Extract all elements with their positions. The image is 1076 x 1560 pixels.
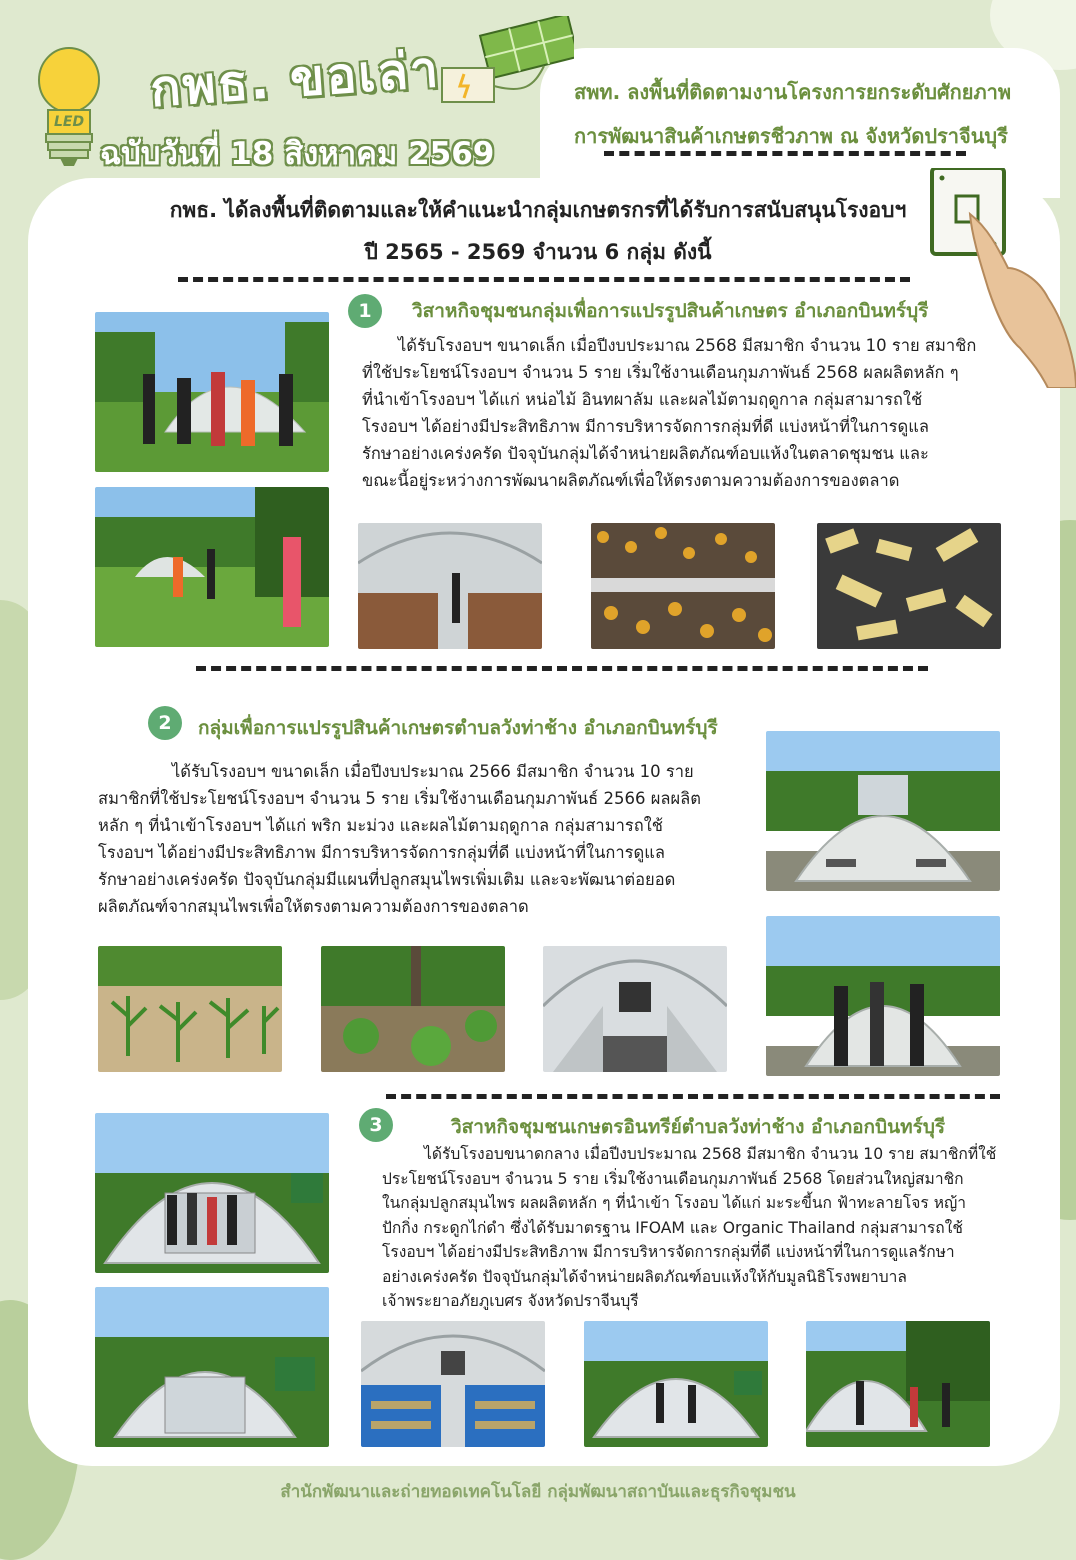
photo-medium-greenhouse-side	[95, 1287, 329, 1447]
photo-medium-greenhouse-group	[95, 1113, 329, 1273]
headline-line-1: สพท. ลงพื้นที่ติดตามงานโครงการยกระดับศักยภาพ	[574, 80, 1012, 104]
section-body	[98, 758, 701, 920]
divider	[178, 277, 910, 282]
headline-line-2: การพัฒนาสินค้าเกษตรชีวภาพ ณ จังหวัดปราจีนบุรี	[574, 124, 1008, 148]
photo-dried-dates	[591, 523, 775, 649]
body-line: ผลิตภัณฑ์จากสมุนไพรเพื่อให้ตรงตามความต้องการของตลาด	[98, 897, 529, 916]
body-line: โรงอบฯ ได้อย่างมีประสิทธิภาพ มีการบริหารจัดการกลุ่มที่ดี แบ่งหน้าที่ในการดูแล	[362, 417, 929, 436]
body-line: หลัก ๆ ที่นำเข้าโรงอบฯ ได้แก่ พริก มะม่วง และผลไม้ตามฤดูกาล กลุ่มสามารถใช้	[98, 816, 663, 835]
section-title: วิสาหกิจชุมชนเกษตรอินทรีย์ตำบลวังท่าช้าง อำเภอกบินทร์บุรี	[451, 1116, 946, 1138]
photo-greenhouse-interior	[358, 523, 542, 649]
photo-greenhouse-group	[95, 312, 329, 472]
body-line: รักษาอย่างเคร่งครัด ปัจจุบันกลุ่มมีแผนที่ปลูกสมุนไพรเพิ่มเติม และจะพัฒนาต่อยอด	[98, 870, 676, 889]
divider	[386, 1094, 1000, 1099]
issue-date: ฉบับวันที่ 18 สิงหาคม 2569	[100, 136, 495, 172]
section-number-badge: 2	[148, 706, 182, 740]
solar-panel-icon	[434, 16, 574, 106]
body-line: ได้รับโรงอบฯ ขนาดเล็ก เมื่อปีงบประมาณ 2568 มีสมาชิก จำนวน 10 ราย สมาชิก	[398, 336, 977, 355]
photo-greenhouse-racks	[543, 946, 727, 1072]
body-line: โรงอบฯ ได้อย่างมีประสิทธิภาพ มีการบริหารจัดการกลุ่มที่ดี แบ่งหน้าที่ในการดูแลรักษา	[382, 1243, 955, 1261]
intro-subheading: ปี 2565 - 2569 จำนวน 6 กลุ่ม ดังนี้	[364, 240, 712, 264]
body-line: ที่ใช้ประโยชน์โรงอบฯ จำนวน 5 ราย เริ่มใช้งานเดือนกุมภาพันธ์ 2568 ผลผลิตหลัก ๆ	[362, 363, 959, 382]
newsletter-title: กพธ. ขอเล่า	[148, 39, 442, 119]
body-line: รักษาอย่างเคร่งครัด ปัจจุบันกลุ่มได้จำหน่ายผลิตภัณฑ์อบแห้งในตลาดชุมชน และ	[362, 444, 929, 463]
section-body	[362, 332, 976, 494]
photo-greenhouse-front	[766, 731, 1000, 891]
body-line: ในกลุ่มปลูกสมุนไพร ผลผลิตหลัก ๆ ที่นำเข้า โรงอบ ได้แก่ มะระขี้นก ฟ้าทะลายโจร หญ้า	[382, 1194, 967, 1212]
body-line: ประโยชน์โรงอบฯ จำนวน 5 ราย เริ่มใช้งานเดือนกุมภาพันธ์ 2568 โดยส่วนใหญ่สมาชิก	[382, 1169, 964, 1188]
body-line: สมาชิกที่ใช้ประโยชน์โรงอบฯ จำนวน 5 ราย เริ่มใช้งานเดือนกุมภาพันธ์ 2566 ผลผลิต	[98, 789, 701, 808]
intro-heading: กพธ. ได้ลงพื้นที่ติดตามและให้คำแนะนำกลุ่มเกษตรกรที่ได้รับการสนับสนุนโรงอบฯ	[169, 198, 907, 222]
photo-greenhouse-team	[766, 916, 1000, 1076]
body-line: ปักกิ่ง กระดูกไก่ดำ ซึ่งได้รับมาตรฐาน IFOAM และ Organic Thailand กลุ่มสามารถใช้	[382, 1218, 963, 1237]
body-line: ได้รับโรงอบขนาดกลาง เมื่อปีงบประมาณ 2568 มีสมาชิก จำนวน 10 ราย สมาชิกที่ใช้	[424, 1145, 997, 1163]
divider	[196, 666, 928, 671]
body-line: ได้รับโรงอบฯ ขนาดเล็ก เมื่อปีงบประมาณ 2566 มีสมาชิก จำนวน 10 ราย	[172, 762, 694, 781]
section-title: กลุ่มเพื่อการแปรรูปสินค้าเกษตรตำบลวังท่าช้าง อำเภอกบินทร์บุรี	[198, 717, 718, 739]
footer-organization: สำนักพัฒนาและถ่ายทอดเทคโนโลยี กลุ่มพัฒนาสถาบันและธุรกิจชุมชน	[280, 1482, 796, 1502]
section-title: วิสาหกิจชุมชนกลุ่มเพื่อการแปรรูปสินค้าเกษตร อำเภอกบินทร์บุรี	[412, 300, 929, 322]
body-line: ขณะนี้อยู่ระหว่างการพัฒนาผลิตภัณฑ์เพื่อให้ตรงตามความต้องการของตลาด	[362, 471, 900, 490]
photo-greenhouse-field	[95, 487, 329, 647]
photo-corn-field	[98, 946, 282, 1072]
section-body	[382, 1142, 996, 1314]
bulb-label: LED	[54, 114, 85, 130]
divider	[604, 151, 966, 156]
led-bulb-icon	[34, 44, 104, 170]
section-number-badge: 1	[348, 294, 382, 328]
section-number-badge: 3	[359, 1108, 393, 1142]
body-line: เจ้าพระยาอภัยภูเบศร จังหวัดปราจีนบุรี	[382, 1292, 639, 1310]
photo-greenhouse-visit	[584, 1321, 768, 1447]
body-line: โรงอบฯ ได้อย่างมีประสิทธิภาพ มีการบริหารจัดการกลุ่มที่ดี แบ่งหน้าที่ในการดูแล	[98, 843, 665, 862]
photo-herb-garden	[321, 946, 505, 1072]
photo-drying-trays	[361, 1321, 545, 1447]
photo-greenhouse-walkaround	[806, 1321, 990, 1447]
body-line: ที่นำเข้าโรงอบฯ ได้แก่ หน่อไม้ อินทผาลัม และผลไม้ตามฤดูกาล กลุ่มสามารถใช้	[362, 390, 923, 409]
body-line: อย่างเคร่งครัด ปัจจุบันกลุ่มได้จำหน่ายผลิตภัณฑ์อบแห้งให้กับมูลนิธิโรงพยาบาล	[382, 1267, 907, 1286]
photo-dried-bamboo-shoots	[817, 523, 1001, 649]
